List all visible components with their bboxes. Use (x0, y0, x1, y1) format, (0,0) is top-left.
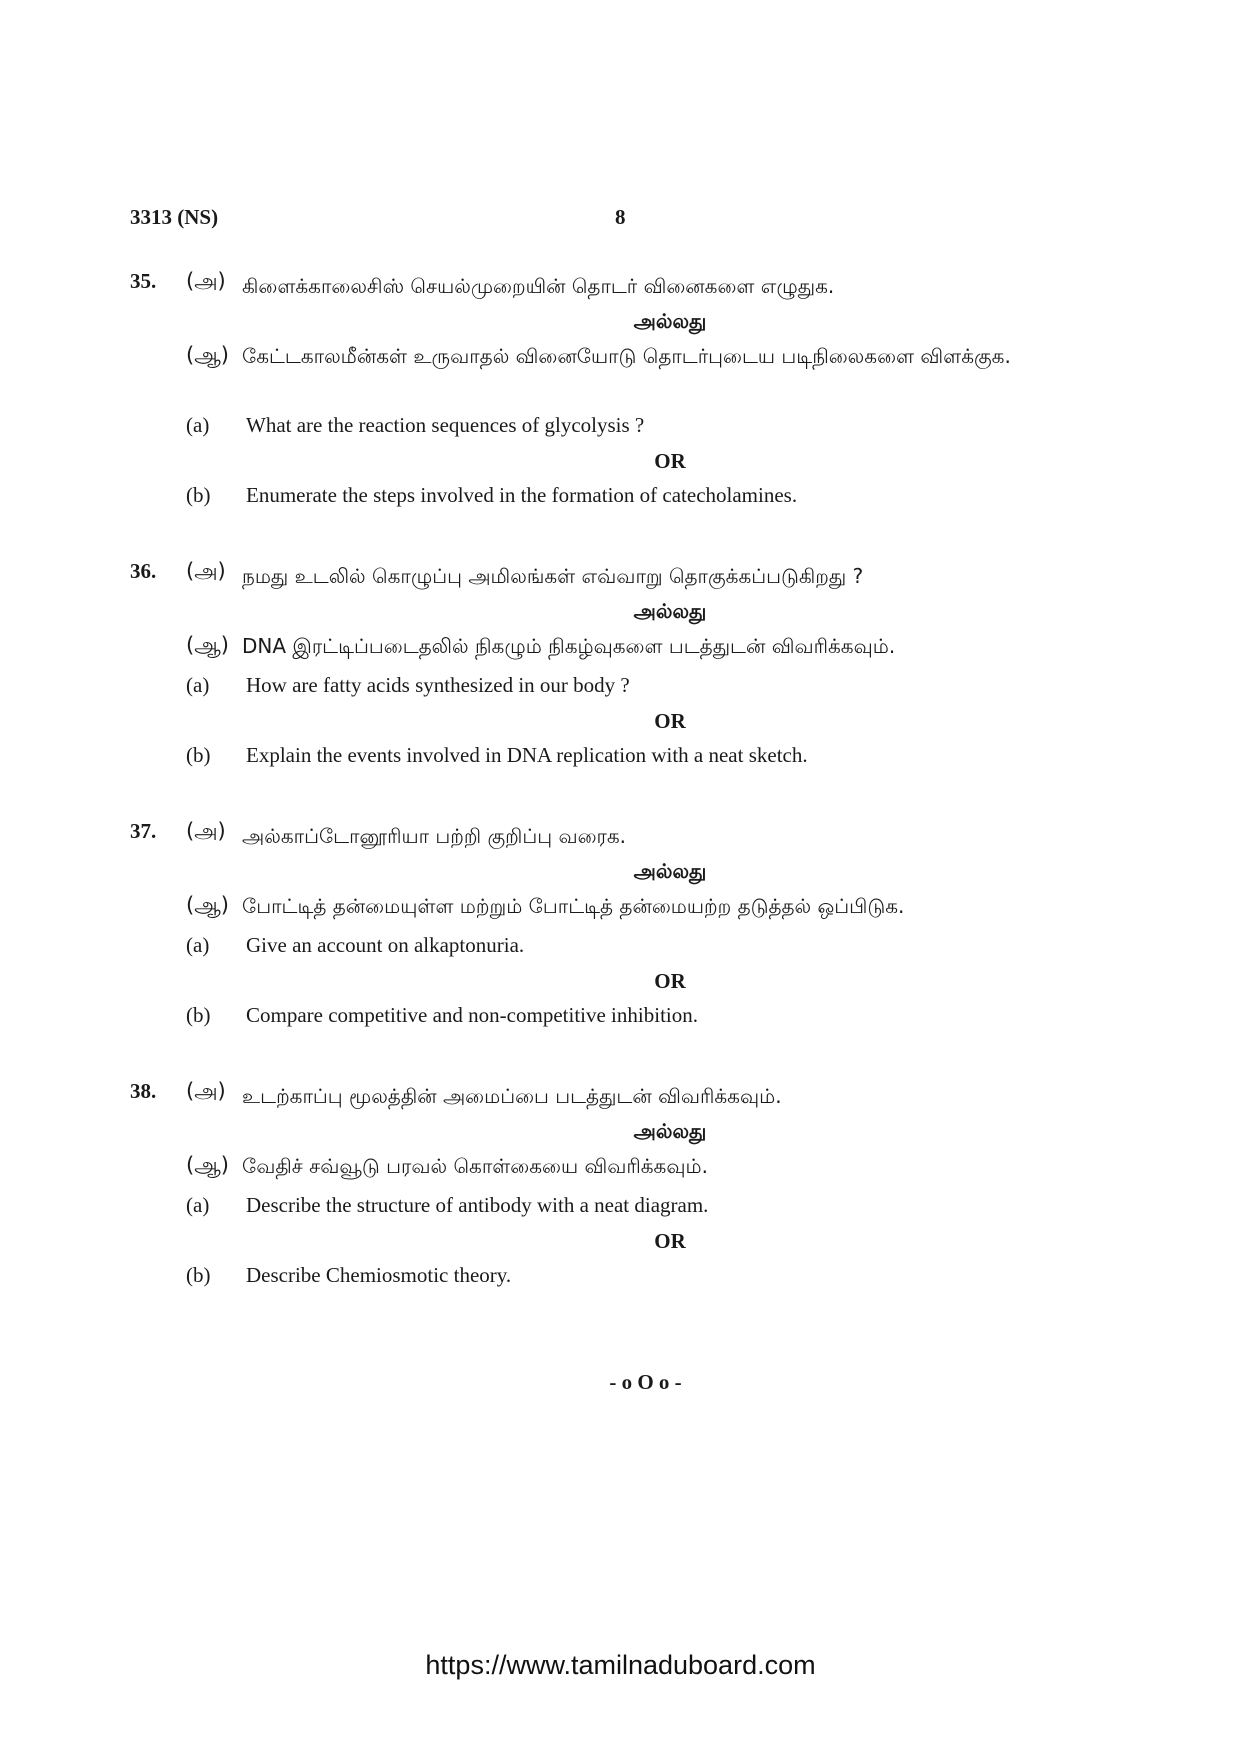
tamil-option-b-mark: (ஆ) (186, 633, 229, 657)
question-35 (130, 265, 1110, 515)
english-or-divider: OR (654, 449, 686, 473)
question-number: 37. (130, 819, 157, 843)
tamil-or-divider: அல்லது (633, 309, 707, 333)
question-38 (130, 1075, 1110, 1295)
english-or-divider: OR (654, 1229, 686, 1253)
english-option-b-mark: (b) (186, 1263, 211, 1287)
english-option-a-text: How are fatty acids synthesized in our body ? (246, 673, 630, 697)
tamil-option-a-mark: (அ) (186, 1079, 226, 1103)
tamil-option-a-mark: (அ) (186, 559, 226, 583)
english-option-b-text: Compare competitive and non-competitive inhibition. (246, 1003, 698, 1027)
english-or-divider: OR (654, 709, 686, 733)
tamil-option-a-mark: (அ) (186, 819, 226, 843)
english-option-a-mark: (a) (186, 673, 210, 697)
question-37 (130, 815, 1110, 1035)
english-option-a-mark: (a) (186, 1193, 210, 1217)
english-option-b-text: Enumerate the steps involved in the formation of catecholamines. (246, 483, 798, 507)
tamil-option-b-mark: (ஆ) (186, 1153, 229, 1177)
paper-code: 3313 (NS) (130, 205, 219, 229)
page-number: 8 (615, 205, 626, 229)
english-option-a-text: Give an account on alkaptonuria. (246, 933, 525, 957)
question-number: 36. (130, 559, 157, 583)
tamil-option-b-mark: (ஆ) (186, 343, 229, 367)
footer-url: https://www.tamilnaduboard.com (425, 1650, 816, 1680)
tamil-option-b-mark: (ஆ) (186, 893, 229, 917)
english-option-b-mark: (b) (186, 1003, 211, 1027)
tamil-option-b-text: போட்டித் தன்மையுள்ள மற்றும் போட்டித் தன்மையற்ற தடுத்தல் ஒப்பிடுக. (242, 894, 905, 918)
tamil-or-divider: அல்லது (633, 599, 707, 623)
tamil-option-a-text: நமது உடலில் கொழுப்பு அமிலங்கள் எவ்வாறு தொகுக்கப்படுகிறது ? (242, 564, 864, 588)
question-36 (130, 555, 1110, 775)
english-option-a-mark: (a) (186, 933, 210, 957)
english-option-a-text: Describe the structure of antibody with a neat diagram. (246, 1193, 709, 1217)
end-of-paper-mark: - o O o - (609, 1370, 682, 1394)
page-header (130, 205, 1110, 235)
question-number: 38. (130, 1079, 157, 1103)
english-or-divider: OR (654, 969, 686, 993)
tamil-option-b-text: வேதிச் சவ்வூடு பரவல் கொள்கையை விவரிக்கவும். (242, 1154, 708, 1178)
tamil-option-a-text: உடற்காப்பு மூலத்தின் அமைப்பை படத்துடன் விவரிக்கவும். (242, 1084, 782, 1108)
english-option-b-text: Describe Chemiosmotic theory. (246, 1263, 512, 1287)
tamil-or-divider: அல்லது (633, 1119, 707, 1143)
english-option-a-mark: (a) (186, 413, 210, 437)
question-number: 35. (130, 269, 157, 293)
english-option-b-text: Explain the events involved in DNA replication with a neat sketch. (246, 743, 808, 767)
tamil-option-b-text: DNA இரட்டிப்படைதலில் நிகழும் நிகழ்வுகளை படத்துடன் விவரிக்கவும். (242, 634, 896, 658)
tamil-option-b-text: கேட்டகாலமீன்கள் உருவாதல் வினையோடு தொடர்புடைய படிநிலைகளை விளக்குக. (242, 344, 1011, 368)
tamil-option-a-text: கிளைக்காலைசிஸ் செயல்முறையின் தொடர் வினைகளை எழுதுக. (242, 274, 835, 298)
english-option-b-mark: (b) (186, 743, 211, 767)
tamil-option-a-text: அல்காப்டோனூரியா பற்றி குறிப்பு வரைக. (242, 824, 627, 848)
tamil-option-a-mark: (அ) (186, 269, 226, 293)
english-option-a-text: What are the reaction sequences of glycolysis ? (246, 413, 645, 437)
english-option-b-mark: (b) (186, 483, 211, 507)
tamil-or-divider: அல்லது (633, 859, 707, 883)
